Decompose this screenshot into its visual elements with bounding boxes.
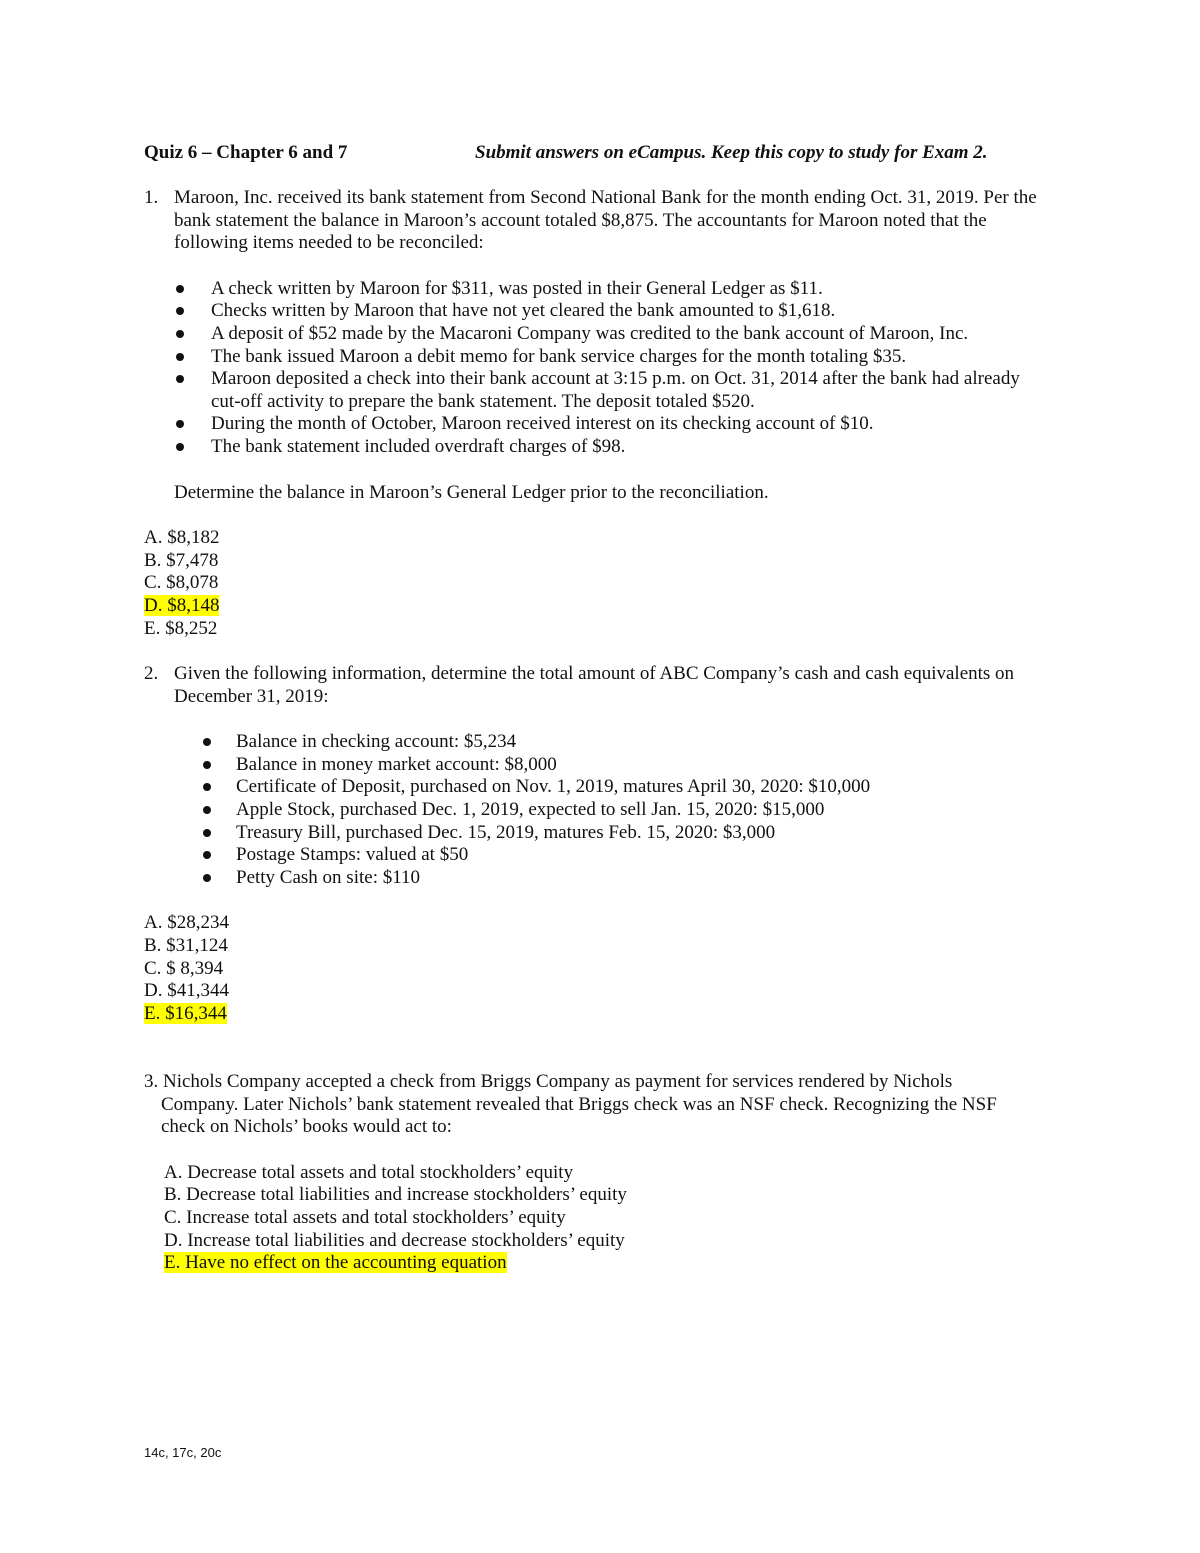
list-item: Petty Cash on site: $110 <box>236 867 1054 890</box>
answer-choice-d: D. Increase total liabilities and decrease stockholders’ equity <box>164 1229 625 1251</box>
bullet-icon <box>176 285 184 293</box>
answer-choice-a: A. $28,234 <box>144 912 229 934</box>
bullet-icon <box>203 738 211 746</box>
bullet-icon <box>203 783 211 791</box>
answer-choice-a: A. $8,182 <box>144 527 220 549</box>
question-2-choices <box>144 912 1054 1025</box>
answer-choice-c: C. Increase total assets and total stockholders’ equity <box>164 1206 566 1228</box>
quiz-header <box>144 142 1044 166</box>
list-item: The bank issued Maroon a debit memo for bank service charges for the month totaling $35. <box>211 346 1054 369</box>
answer-choice-b: B. $7,478 <box>144 549 219 571</box>
answer-choice-e <box>144 1003 1054 1026</box>
submission-note: Submit answers on eCampus. Keep this copy to study for Exam 2. <box>475 142 988 163</box>
list-item: Checks written by Maroon that have not yet cleared the bank amounted to $1,618. <box>211 300 1054 323</box>
answer-choice-d: D. $41,344 <box>144 980 229 1002</box>
question-3 <box>144 1071 1054 1275</box>
question-3-line-1: 3. Nichols Company accepted a check from Briggs Company as payment for services rendered by Nichols <box>144 1071 953 1092</box>
bullet-icon <box>176 443 184 451</box>
list-item: Balance in money market account: $8,000 <box>236 754 1054 777</box>
list-item: Balance in checking account: $5,234 <box>236 731 1054 754</box>
answer-choice-e <box>164 1252 1054 1275</box>
list-item: Maroon deposited a check into their bank account at 3:15 p.m. on Oct. 31, 2014 after the bank had already cut-off activity to prepare the bank statement. The deposit totaled $520. <box>211 368 1054 413</box>
list-item: During the month of October, Maroon received interest on its checking account of $10. <box>211 413 1054 436</box>
answer-choice-b: B. $31,124 <box>144 934 228 956</box>
list-item: Treasury Bill, purchased Dec. 15, 2019, matures Feb. 15, 2020: $3,000 <box>236 822 1054 845</box>
question-2-text: Given the following information, determine the total amount of ABC Company’s cash and cash equivalents on December 31, 2019: <box>174 663 1015 707</box>
question-1-choices <box>144 527 1054 640</box>
quiz-title: Quiz 6 – Chapter 6 and 7 <box>144 142 348 163</box>
list-item: A deposit of $52 made by the Macaroni Company was credited to the bank account of Maroon, Inc. <box>211 323 1054 346</box>
list-item: Apple Stock, purchased Dec. 1, 2019, expected to sell Jan. 15, 2020: $15,000 <box>236 799 1054 822</box>
list-item: The bank statement included overdraft charges of $98. <box>211 436 1054 459</box>
list-item: A check written by Maroon for $311, was posted in their General Ledger as $11. <box>211 278 1054 301</box>
question-1-prompt: Determine the balance in Maroon’s General Ledger prior to the reconciliation. <box>174 481 769 503</box>
bullet-icon <box>176 330 184 338</box>
question-2-number: 2. <box>144 663 159 684</box>
bullet-icon <box>176 375 184 383</box>
highlighted-answer: D. $8,148 <box>144 594 220 616</box>
list-item: Postage Stamps: valued at $50 <box>236 844 1054 867</box>
bullet-icon <box>203 829 211 837</box>
highlighted-answer: E. Have no effect on the accounting equation <box>164 1252 507 1274</box>
bullet-icon <box>176 420 184 428</box>
highlighted-answer: E. $16,344 <box>144 1002 227 1024</box>
question-2-bullets <box>236 731 1054 889</box>
bullet-icon <box>176 307 184 315</box>
bullet-icon <box>203 761 211 769</box>
answer-choice-a: A. Decrease total assets and total stockholders’ equity <box>164 1161 574 1183</box>
question-1-text: Maroon, Inc. received its bank statement from Second National Bank for the month ending Oct. 31, 2019. Per the bank statement the balance in Maroon’s account totaled $8,875. The accountants for Maroon noted that the following items needed to be reconciled: <box>174 187 1037 254</box>
page-footer: 14c, 17c, 20c <box>144 1445 222 1460</box>
list-item: Certificate of Deposit, purchased on Nov. 1, 2019, matures April 30, 2020: $10,000 <box>236 776 1054 799</box>
question-3-choices <box>164 1162 1054 1275</box>
bullet-icon <box>203 851 211 859</box>
question-1-bullets <box>211 278 1054 459</box>
answer-choice-e: E. $8,252 <box>144 617 218 639</box>
answer-choice-d <box>144 595 1054 618</box>
bullet-icon <box>203 874 211 882</box>
question-3-line-3: check on Nichols’ books would act to: <box>161 1116 452 1138</box>
question-1 <box>144 187 1054 640</box>
question-2 <box>144 663 1054 1025</box>
bullet-icon <box>176 353 184 361</box>
bullet-icon <box>203 806 211 814</box>
answer-choice-c: C. $8,078 <box>144 572 219 594</box>
answer-choice-b: B. Decrease total liabilities and increase stockholders’ equity <box>164 1184 627 1206</box>
question-3-line-2: Company. Later Nichols’ bank statement revealed that Briggs check was an NSF check. Recognizing the NSF <box>161 1093 997 1115</box>
question-1-number: 1. <box>144 187 159 208</box>
answer-choice-c: C. $ 8,394 <box>144 957 224 979</box>
